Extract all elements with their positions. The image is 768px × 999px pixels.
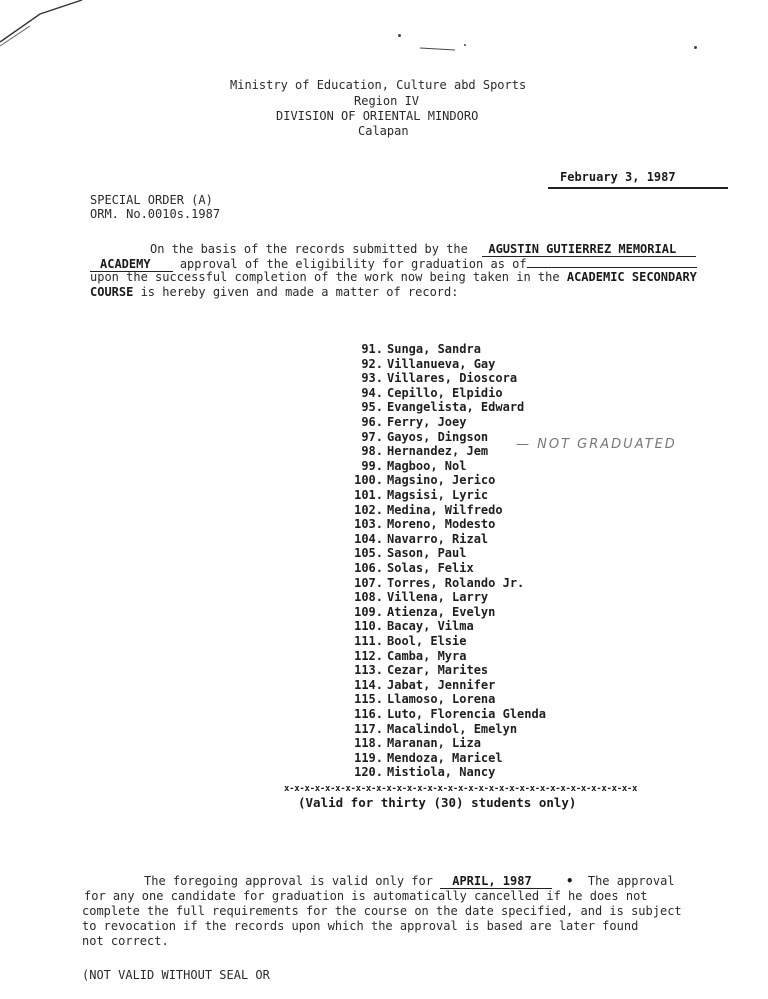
student-row	[340, 561, 474, 574]
student-name: Macalindol, Emelyn	[387, 722, 518, 736]
ink-speck	[398, 34, 401, 37]
school-name: AGUSTIN GUTIERREZ MEMORIAL	[482, 242, 696, 257]
student-number: 112.	[354, 649, 383, 663]
student-name: Camba, Myra	[387, 649, 467, 663]
student-number: 106.	[354, 561, 383, 575]
student-name: Cepillo, Elpidio	[387, 386, 503, 400]
city-name: Calapan	[358, 124, 409, 138]
date-underline	[548, 187, 728, 189]
student-name: Solas, Felix	[387, 561, 474, 575]
order-number: ORM. No.0010s.1987	[90, 207, 221, 221]
student-row	[340, 342, 481, 355]
student-number: 118.	[354, 736, 383, 750]
student-row	[340, 459, 466, 472]
footer-line-2: for any one candidate for graduation is automatically cancelled if he does not	[84, 889, 648, 903]
footer-line-3: complete the full requirements for the course on the date specified, and is subject	[82, 904, 682, 918]
student-name: Villanueva, Gay	[387, 357, 496, 371]
body-line-2: ACADEMY approval of the eligibility for graduation as of	[90, 257, 697, 272]
separator-line: x-x-x-x-x-x-x-x-x-x-x-x-x-x-x-x-x-x-x-x-x-x-x-x-x-x-x-x-x-x-x-x-x-x-x	[284, 784, 638, 794]
student-row	[340, 692, 495, 705]
student-name: Sason, Paul	[387, 546, 467, 560]
student-name: Magsisi, Lyric	[387, 488, 489, 502]
student-row	[340, 517, 495, 530]
student-name: Moreno, Modesto	[387, 517, 496, 531]
student-row	[340, 663, 488, 676]
student-number: 97.	[361, 430, 383, 444]
student-number: 94.	[361, 386, 383, 400]
course-name: ACADEMIC SECONDARY	[566, 270, 697, 284]
student-name: Cezar, Marites	[387, 663, 489, 677]
student-number: 105.	[354, 546, 383, 560]
body-line-4: COURSE is hereby given and made a matter of record:	[90, 285, 459, 299]
student-row	[340, 634, 466, 647]
student-name: Magboo, Nol	[387, 459, 467, 473]
region-name: Region IV	[354, 94, 420, 108]
student-row	[340, 678, 495, 691]
student-row	[340, 736, 481, 749]
body-line-3: upon the successful completion of the work now being taken in the ACADEMIC SECONDARY	[90, 270, 697, 284]
student-name: Ferry, Joey	[387, 415, 467, 429]
student-row	[340, 473, 495, 486]
student-name: Luto, Florencia Glenda	[387, 707, 546, 721]
student-name: Medina, Wilfredo	[387, 503, 503, 517]
student-number: 115.	[354, 692, 383, 706]
student-name: Villena, Larry	[387, 590, 489, 604]
student-number: 91.	[361, 342, 383, 356]
student-name: Bool, Elsie	[387, 634, 467, 648]
student-name: Magsino, Jerico	[387, 473, 496, 487]
student-number: 107.	[354, 576, 383, 590]
student-number: 98.	[361, 444, 383, 458]
student-number: 104.	[354, 532, 383, 546]
student-row	[340, 576, 524, 589]
footer-line-4: to revocation if the records upon which the approval is based are later found	[82, 919, 639, 933]
student-number: 101.	[354, 488, 383, 502]
student-row	[340, 532, 488, 545]
student-number: 93.	[361, 371, 383, 385]
student-number: 110.	[354, 619, 383, 633]
student-name: Torres, Rolando Jr.	[387, 576, 525, 590]
student-name: Atienza, Evelyn	[387, 605, 496, 619]
footer-line-1: The foregoing approval is valid only for APRIL, 1987 • The approval	[144, 874, 675, 888]
student-row	[340, 707, 546, 720]
student-row	[340, 765, 495, 778]
body-line-1: On the basis of the records submitted by the AGUSTIN GUTIERREZ MEMORIAL	[150, 242, 696, 257]
student-name: Hernandez, Jem	[387, 444, 489, 458]
student-name: Mendoza, Maricel	[387, 751, 503, 765]
valid-note: (Valid for thirty (30) students only)	[298, 795, 577, 810]
document-date: February 3, 1987	[560, 170, 676, 184]
student-number: 95.	[361, 400, 383, 414]
special-order-title: SPECIAL ORDER (A)	[90, 193, 213, 207]
student-name: Maranan, Liza	[387, 736, 481, 750]
student-row	[340, 590, 488, 603]
ink-speck	[694, 46, 697, 49]
ink-speck	[464, 44, 466, 46]
handwritten-note: — NOT GRADUATED	[516, 437, 677, 452]
division-name: DIVISION OF ORIENTAL MINDORO	[276, 109, 479, 123]
student-number: 102.	[354, 503, 383, 517]
student-name: Mistiola, Nancy	[387, 765, 496, 779]
student-row	[340, 605, 495, 618]
academy-word: ACADEMY	[90, 257, 173, 272]
validity-month: APRIL, 1987	[440, 874, 551, 889]
student-number: 114.	[354, 678, 383, 692]
student-row	[340, 619, 474, 632]
student-number: 119.	[354, 751, 383, 765]
student-number: 100.	[354, 473, 383, 487]
ministry-name: Ministry of Education, Culture abd Sports	[230, 78, 527, 92]
student-number: 109.	[354, 605, 383, 619]
student-row	[340, 751, 503, 764]
student-number: 117.	[354, 722, 383, 736]
student-row	[340, 371, 517, 384]
student-row	[340, 546, 466, 559]
student-number: 103.	[354, 517, 383, 531]
student-row	[340, 430, 488, 443]
student-number: 99.	[361, 459, 383, 473]
student-row	[340, 503, 503, 516]
student-name: Jabat, Jennifer	[387, 678, 496, 692]
student-row	[340, 415, 466, 428]
student-row	[340, 722, 517, 735]
student-number: 108.	[354, 590, 383, 604]
student-number: 120.	[354, 765, 383, 779]
student-name: Sunga, Sandra	[387, 342, 481, 356]
student-row	[340, 400, 524, 413]
student-name: Evangelista, Edward	[387, 400, 525, 414]
footer-line-5: not correct.	[82, 934, 169, 948]
student-row	[340, 488, 488, 501]
student-name: Villares, Dioscora	[387, 371, 518, 385]
student-name: Llamoso, Lorena	[387, 692, 496, 706]
seal-note: (NOT VALID WITHOUT SEAL OR	[82, 968, 270, 982]
student-name: Navarro, Rizal	[387, 532, 489, 546]
student-row	[340, 386, 503, 399]
student-row	[340, 357, 495, 370]
student-number: 96.	[361, 415, 383, 429]
student-name: Bacay, Vilma	[387, 619, 474, 633]
student-number: 111.	[354, 634, 383, 648]
student-row	[340, 649, 466, 662]
student-name: Gayos, Dingson	[387, 430, 489, 444]
student-number: 113.	[354, 663, 383, 677]
student-row	[340, 444, 488, 457]
student-number: 92.	[361, 357, 383, 371]
student-number: 116.	[354, 707, 383, 721]
